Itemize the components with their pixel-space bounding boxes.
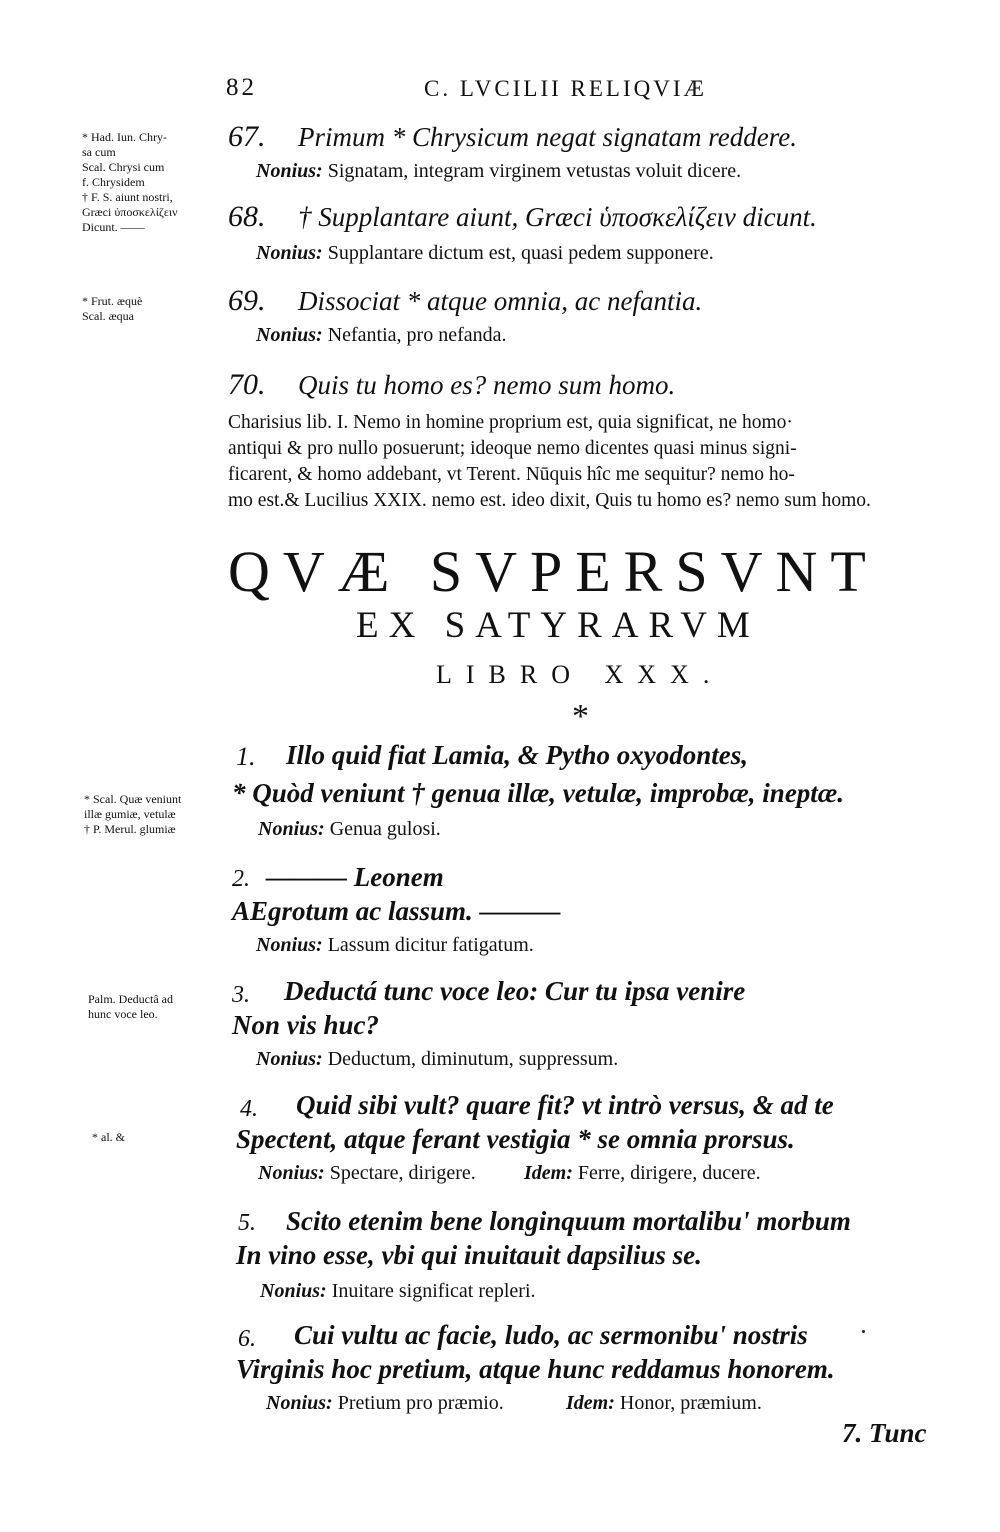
gloss-line — [256, 160, 741, 183]
gloss-text: Honor, præmium. — [619, 1392, 762, 1414]
gloss-source: Nonius: — [256, 242, 323, 264]
gloss-text: Spectare, dirigere. — [329, 1162, 476, 1184]
margin-note-line: illæ gumiæ, vetulæ — [84, 807, 176, 821]
asterism: * — [572, 698, 589, 735]
margin-note-line: Scal. Chrysi cum — [82, 160, 165, 174]
commentary-line: ficarent, & homo addebant, vt Terent. Nūquis hîc me sequitur? nemo ho- — [228, 464, 795, 485]
gloss-text: Nefantia, pro nefanda. — [327, 324, 507, 346]
gloss-source: Idem: — [524, 1162, 573, 1184]
margin-note-line: * al. & — [92, 1130, 125, 1144]
gloss-source: Nonius: — [256, 934, 323, 956]
gloss-line — [266, 1392, 504, 1415]
verse-line: Virginis hoc pretium, atque hunc reddamus honorem. — [236, 1354, 835, 1384]
print-speck — [862, 1330, 865, 1333]
running-title: C. LVCILII RELIQVIÆ — [424, 76, 707, 101]
gloss-line — [256, 324, 507, 347]
verse-line: Deductá tunc voce leo: Cur tu ipsa venire — [284, 976, 746, 1006]
gloss-text: Ferre, dirigere, ducere. — [577, 1162, 761, 1184]
gloss-line — [256, 242, 714, 265]
gloss-text: Pretium pro præmio. — [337, 1392, 504, 1414]
gloss-source: Idem: — [566, 1392, 615, 1414]
margin-note-line: † P. Merul. glumiæ — [84, 822, 176, 836]
margin-note-2 — [82, 294, 142, 324]
page-number: 82 — [226, 74, 257, 101]
entry-number: 68. — [228, 200, 266, 233]
margin-note-line: Græci ὑποσκελίζειν — [82, 205, 178, 219]
verse-line: Primum * Chrysicum negat signatam reddere. — [298, 122, 797, 152]
gloss-line — [524, 1162, 761, 1185]
gloss-source: Nonius: — [266, 1392, 333, 1414]
gloss-source: Nonius: — [256, 1048, 323, 1070]
margin-note-line: Scal. æqua — [82, 309, 134, 323]
margin-note-line: * Scal. Quæ veniunt — [84, 792, 182, 806]
margin-note-line: † F. S. aiunt nostri, — [82, 190, 173, 204]
verse-line: Quid sibi vult? quare fit? vt intrò versus, & ad te — [296, 1090, 834, 1120]
margin-note-3 — [84, 792, 181, 837]
margin-note-line: * Frut. æquè — [82, 294, 143, 308]
section-title-line2: EX SATYRARVM — [356, 605, 760, 646]
entry-number: 2. — [232, 866, 250, 892]
margin-note-line: * Had. Iun. Chry- — [82, 130, 167, 144]
verse-line: * Quòd veniunt † genua illæ, vetulæ, improbæ, ineptæ. — [232, 778, 845, 808]
gloss-text: Inuitare significat repleri. — [331, 1280, 536, 1302]
verse-line: Scito etenim bene longinquum mortalibu' morbum — [286, 1206, 851, 1236]
gloss-source: Nonius: — [256, 160, 323, 182]
commentary-line: mo est.& Lucilius XXIX. nemo est. ideo dixit, Quis tu homo es? nemo sum homo. — [228, 490, 871, 511]
section-title-line1: QVÆ SVPERSVNT — [228, 539, 879, 604]
gloss-line — [258, 818, 441, 841]
verse-line: Spectent, atque ferant vestigia * se omnia prorsus. — [236, 1124, 795, 1154]
entry-number: 1. — [236, 742, 256, 771]
entry-number: 67. — [228, 120, 266, 153]
entry-number: 4. — [240, 1096, 258, 1122]
margin-note-line: Dicunt. —— — [82, 220, 145, 234]
gloss-line — [566, 1392, 762, 1415]
margin-note-line: Palm. Deductâ ad — [88, 992, 173, 1006]
gloss-text: Genua gulosi. — [329, 818, 441, 840]
gloss-line — [256, 1048, 618, 1071]
verse-line: † Supplantare aiunt, Græci ὑποσκελίζειν dicunt. — [298, 202, 817, 232]
entry-number: 70. — [228, 368, 266, 401]
verse-line: In vino esse, vbi qui inuitauit dapsilius se. — [236, 1240, 702, 1270]
gloss-source: Nonius: — [256, 324, 323, 346]
verse-line: Cui vultu ac facie, ludo, ac sermonibu' nostris — [294, 1320, 808, 1350]
gloss-line — [256, 934, 534, 957]
verse-line: Quis tu homo es? nemo sum homo. — [298, 370, 676, 400]
entry-number: 6. — [238, 1326, 256, 1352]
gloss-source: Nonius: — [258, 818, 325, 840]
gloss-text: Supplantare dictum est, quasi pedem supponere. — [327, 242, 714, 264]
margin-note-line: f. Chrysidem — [82, 175, 145, 189]
commentary-line: Charisius lib. I. Nemo in homine proprium est, quia significat, ne homo· — [228, 412, 793, 433]
margin-note-4 — [88, 992, 173, 1022]
margin-note-line: sa cum — [82, 145, 116, 159]
margin-note-1 — [82, 130, 178, 235]
charisius-commentary — [228, 410, 918, 514]
gloss-text: Lassum dicitur fatigatum. — [327, 934, 534, 956]
entry-number: 3. — [232, 982, 250, 1008]
gloss-text: Deductum, diminutum, suppressum. — [327, 1048, 619, 1070]
gloss-source: Nonius: — [258, 1162, 325, 1184]
section-title-line3: LIBRO XXX. — [436, 660, 724, 689]
entry-number: 5. — [238, 1210, 256, 1236]
verse-line: Non vis huc? — [232, 1010, 380, 1040]
verse-line: AEgrotum ac lassum. ——— — [232, 896, 561, 926]
catchword: 7. Tunc — [842, 1418, 927, 1448]
gloss-line — [260, 1280, 536, 1303]
commentary-line: antiqui & pro nullo posuerunt; ideoque nemo dicentes quasi minus signi- — [228, 438, 797, 459]
margin-note-line: hunc voce leo. — [88, 1007, 158, 1021]
margin-note-5 — [92, 1130, 125, 1145]
gloss-source: Nonius: — [260, 1280, 327, 1302]
verse-line: Illo quid fiat Lamia, & Pytho oxyodontes, — [286, 740, 749, 770]
gloss-text: Signatam, integram virginem vetustas voluit dicere. — [327, 160, 742, 182]
verse-line: ——— Leonem — [266, 862, 444, 892]
entry-number: 69. — [228, 284, 266, 317]
verse-line: Dissociat * atque omnia, ac nefantia. — [298, 286, 703, 316]
gloss-line — [258, 1162, 476, 1185]
